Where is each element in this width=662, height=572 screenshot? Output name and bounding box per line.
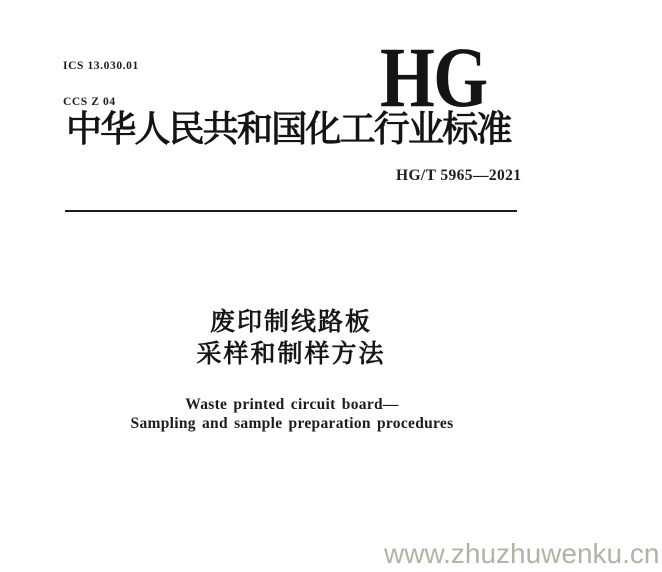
header-divider-line [65, 210, 517, 212]
document-title-english [0, 395, 584, 433]
ccs-code: CCS Z 04 [63, 96, 116, 108]
national-standard-title: 中华人民共和国化工行业标准 [66, 109, 511, 149]
document-title-english-line1: Waste printed circuit board— [185, 396, 399, 413]
hg-standard-logo: HG [380, 29, 487, 125]
document-title-chinese-line2: 采样和制样方法 [196, 340, 386, 368]
standard-number: HG/T 5965—2021 [396, 167, 522, 184]
document-title-english-line2: Sampling and sample preparation procedures [130, 415, 454, 432]
document-title-chinese-line1: 废印制线路板 [209, 308, 372, 336]
document-title-chinese [0, 306, 582, 370]
site-watermark: www.zhuzhuwenku.cn [384, 538, 660, 569]
ics-code: ICS 13.030.01 [63, 60, 139, 72]
